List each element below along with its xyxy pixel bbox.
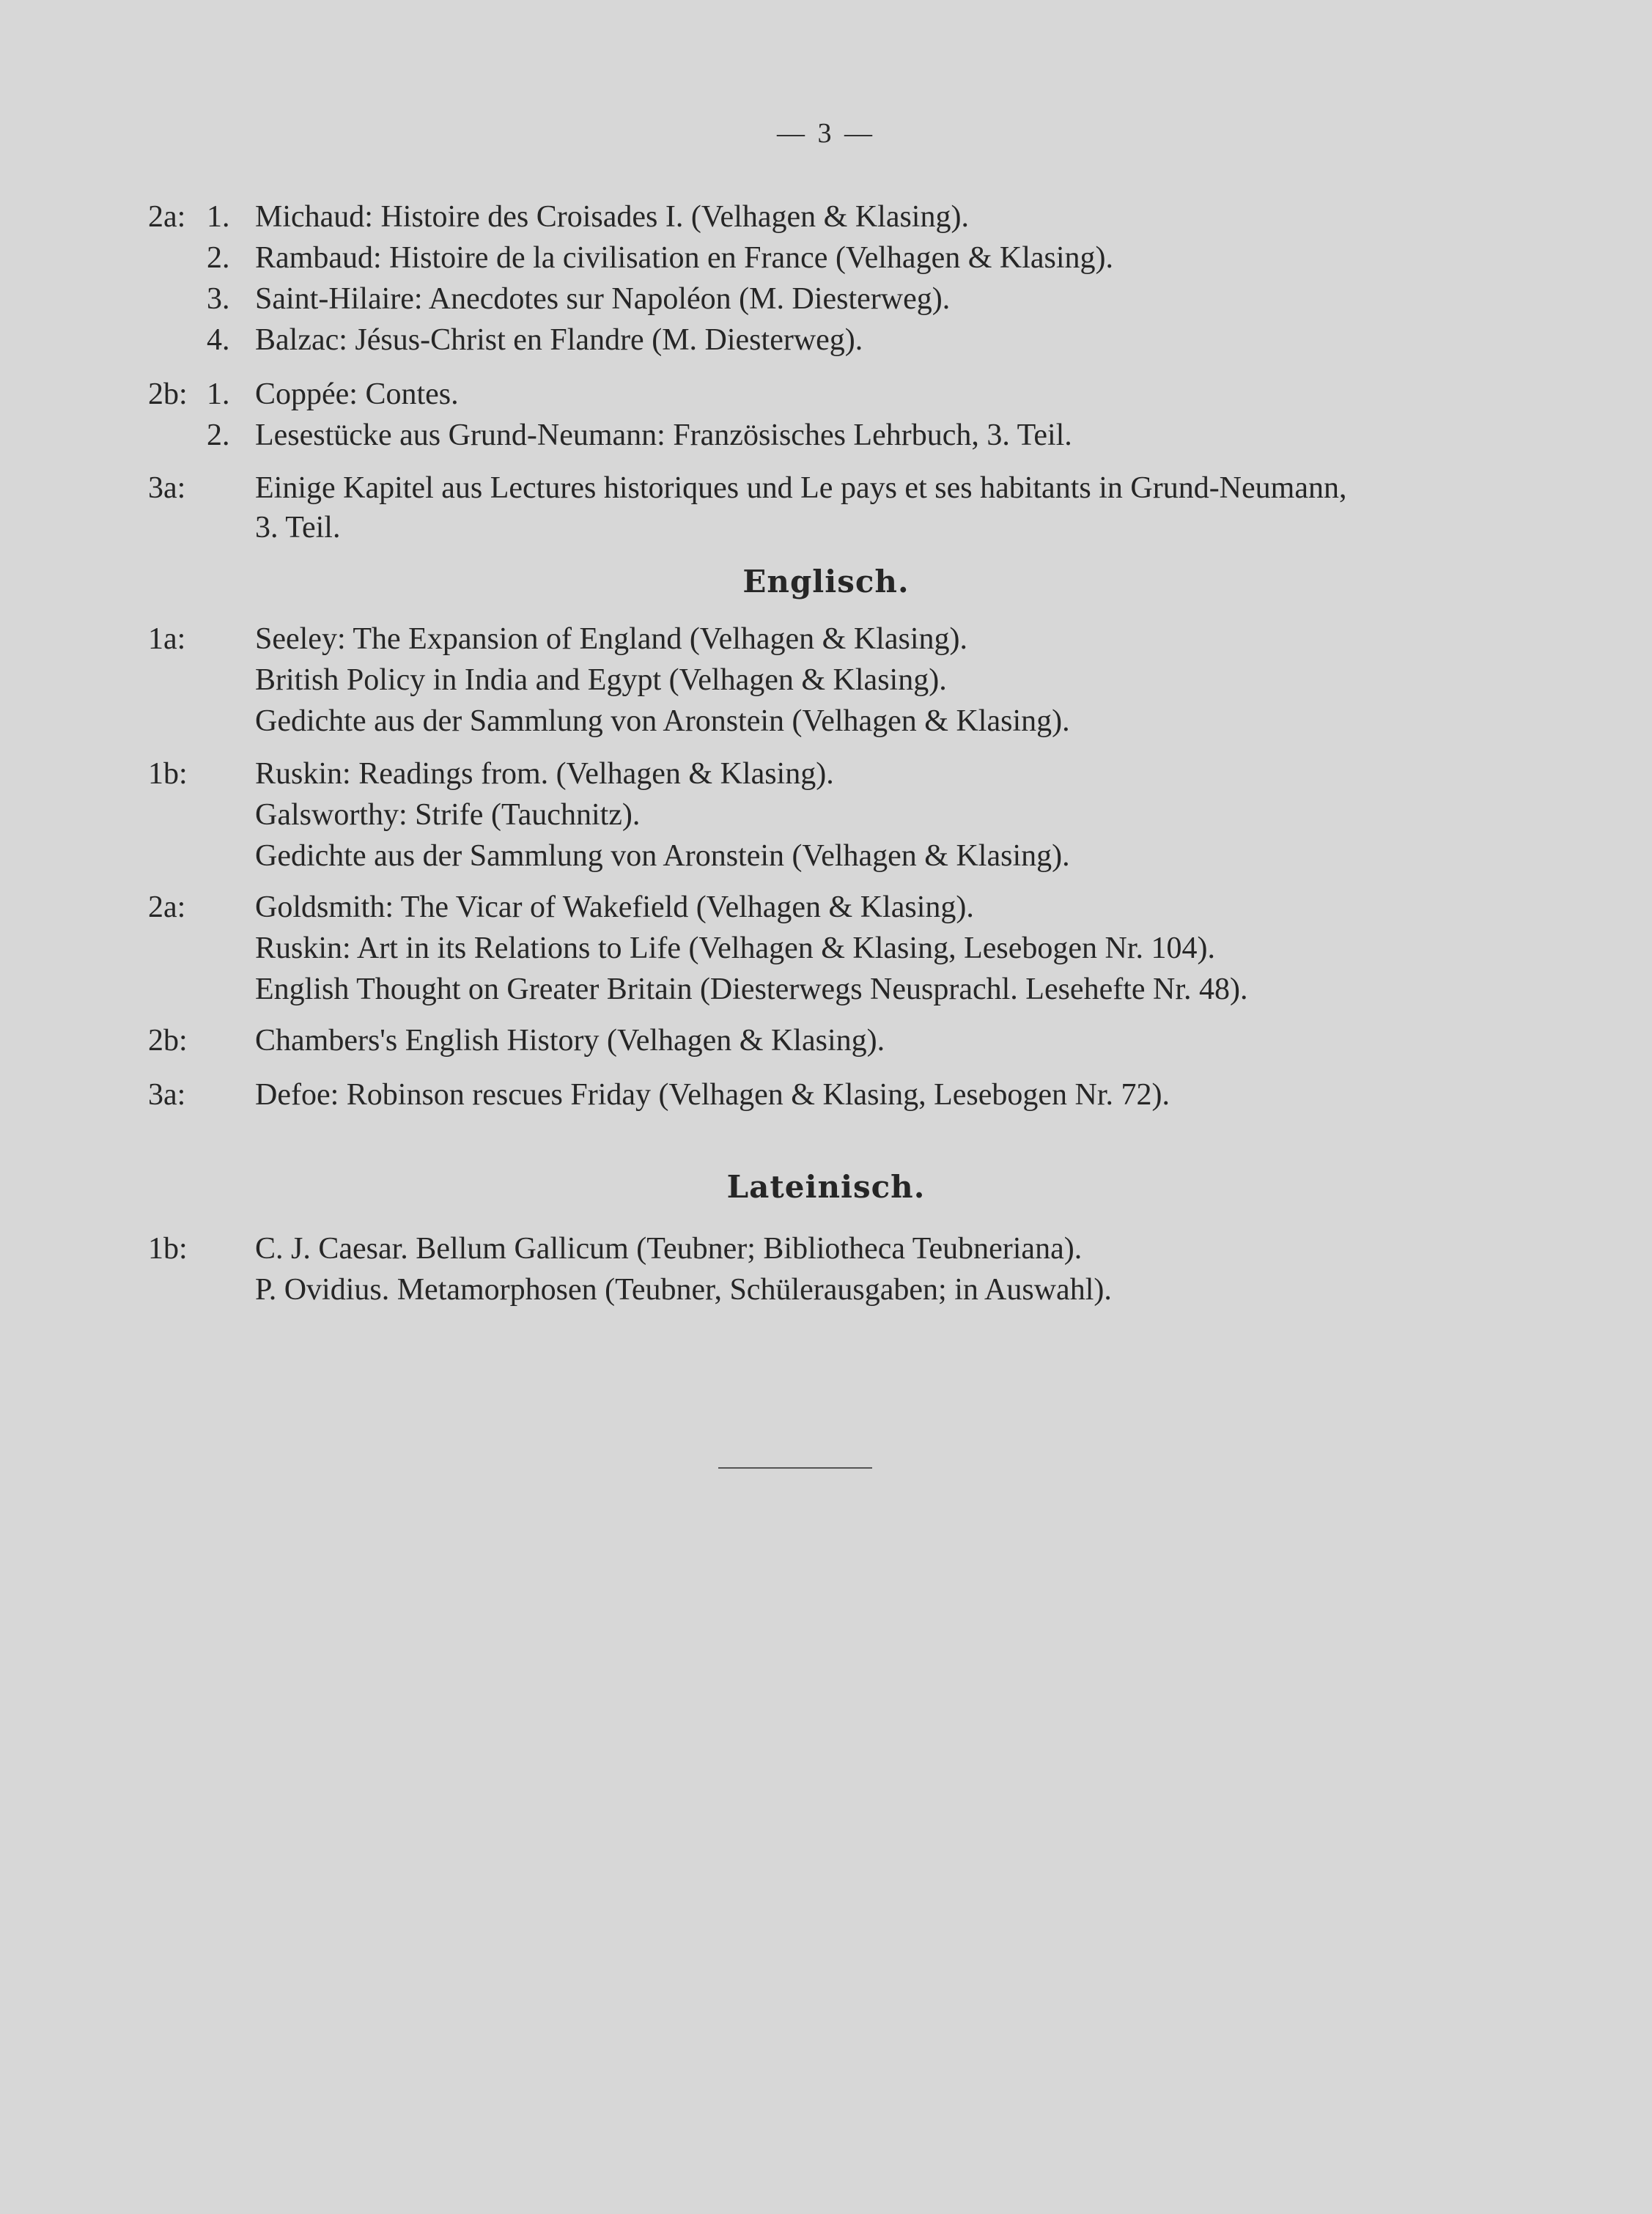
class-label: 2b: xyxy=(148,377,188,411)
book-entry: Chambers's English History (Velhagen & Klasing). xyxy=(255,1024,885,1058)
class-label: 2a: xyxy=(148,890,186,924)
item-number: 3. xyxy=(207,282,230,316)
book-entry: C. J. Caesar. Bellum Gallicum (Teubner; Bibliotheca Teubneriana). xyxy=(255,1232,1083,1266)
item-number: 4. xyxy=(207,323,230,357)
class-label: 1a: xyxy=(148,622,186,656)
book-entry: Goldsmith: The Vicar of Wakefield (Velhagen & Klasing). xyxy=(255,890,974,924)
section-heading-latin: Lateinisch. xyxy=(726,1169,926,1205)
class-label: 1b: xyxy=(148,1232,188,1266)
item-number: 1. xyxy=(207,200,230,234)
book-entry: Gedichte aus der Sammlung von Aronstein (Velhagen & Klasing). xyxy=(255,704,1070,738)
book-entry: Balzac: Jésus-Christ en Flandre (M. Diesterweg). xyxy=(255,323,863,357)
class-label: 2b: xyxy=(148,1024,188,1058)
class-label: 3a: xyxy=(148,471,186,505)
book-entry: Coppée: Contes. xyxy=(255,377,459,411)
book-entry: Saint-Hilaire: Anecdotes sur Napoléon (M. Diesterweg). xyxy=(255,282,951,316)
book-entry: 3. Teil. xyxy=(255,511,341,545)
book-entry: Gedichte aus der Sammlung von Aronstein (Velhagen & Klasing). xyxy=(255,839,1070,873)
closing-rule xyxy=(718,1467,872,1469)
book-entry: Galsworthy: Strife (Tauchnitz). xyxy=(255,798,641,832)
book-entry: Defoe: Robinson rescues Friday (Velhagen & Klasing, Lesebogen Nr. 72). xyxy=(255,1078,1170,1112)
book-entry: Ruskin: Readings from. (Velhagen & Klasing). xyxy=(255,757,834,791)
book-entry: English Thought on Greater Britain (Diesterwegs Neusprachl. Lesehefte Nr. 48). xyxy=(255,973,1248,1006)
item-number: 2. xyxy=(207,418,230,452)
book-entry: Michaud: Histoire des Croisades I. (Velhagen & Klasing). xyxy=(255,200,969,234)
book-entry: Seeley: The Expansion of England (Velhagen & Klasing). xyxy=(255,622,967,656)
class-label: 1b: xyxy=(148,757,188,791)
book-entry: P. Ovidius. Metamorphosen (Teubner, Schülerausgaben; in Auswahl). xyxy=(255,1273,1112,1307)
book-entry: Rambaud: Histoire de la civilisation en France (Velhagen & Klasing). xyxy=(255,241,1114,275)
class-label: 2a: xyxy=(148,200,186,234)
section-heading-english: Englisch. xyxy=(742,564,910,599)
class-label: 3a: xyxy=(148,1078,186,1112)
book-entry: Einige Kapitel aus Lectures historiques und Le pays et ses habitants in Grund-Neumann, xyxy=(255,471,1347,505)
item-number: 2. xyxy=(207,241,230,275)
book-entry: Ruskin: Art in its Relations to Life (Velhagen & Klasing, Lesebogen Nr. 104). xyxy=(255,931,1215,965)
book-entry: Lesestücke aus Grund-Neumann: Französisches Lehrbuch, 3. Teil. xyxy=(255,418,1072,452)
book-entry: British Policy in India and Egypt (Velhagen & Klasing). xyxy=(255,663,947,697)
item-number: 1. xyxy=(207,377,230,411)
page-number: — 3 — xyxy=(777,118,875,149)
